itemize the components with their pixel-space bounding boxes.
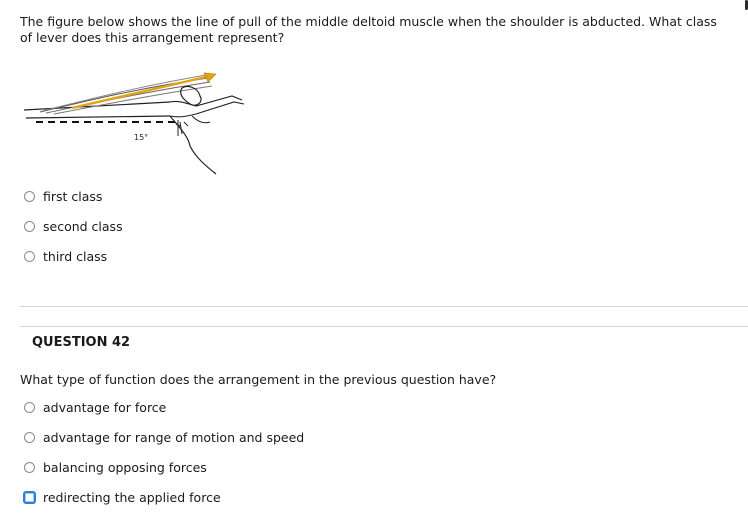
question-42-text: What type of function does the arrangement in the previous question have? [20,372,497,387]
shoulder-abduction-figure [20,66,250,176]
option-second-class[interactable] [24,218,123,234]
radio-button-selected[interactable] [23,491,36,504]
option-label: first class [43,188,103,204]
radio-button[interactable] [24,251,35,262]
option-label: third class [43,248,108,264]
option-label: second class [43,218,123,234]
option-first-class[interactable] [24,188,102,204]
section-divider [20,326,748,327]
angle-label: 15° [134,133,149,142]
option-label: balancing opposing forces [43,459,207,475]
option-label: advantage for force [43,399,167,415]
section-divider [20,306,748,307]
option-redirecting-force[interactable] [24,489,221,505]
radio-button[interactable] [24,462,35,473]
option-label: redirecting the applied force [43,489,221,505]
option-advantage-for-force[interactable] [24,399,166,415]
option-advantage-range-speed[interactable] [24,429,304,445]
radio-button[interactable] [24,191,35,202]
option-balancing-forces[interactable] [24,459,207,475]
option-label: advantage for range of motion and speed [43,429,305,445]
radio-button[interactable] [24,402,35,413]
question-42-header: QUESTION 42 [32,335,131,350]
question-41-text: The figure below shows the line of pull of the middle deltoid muscle when the shoulder is abducted. What class of lever does this arrangement represent? [20,14,717,45]
radio-button[interactable] [24,432,35,443]
radio-button[interactable] [24,221,35,232]
option-third-class[interactable] [24,248,107,264]
